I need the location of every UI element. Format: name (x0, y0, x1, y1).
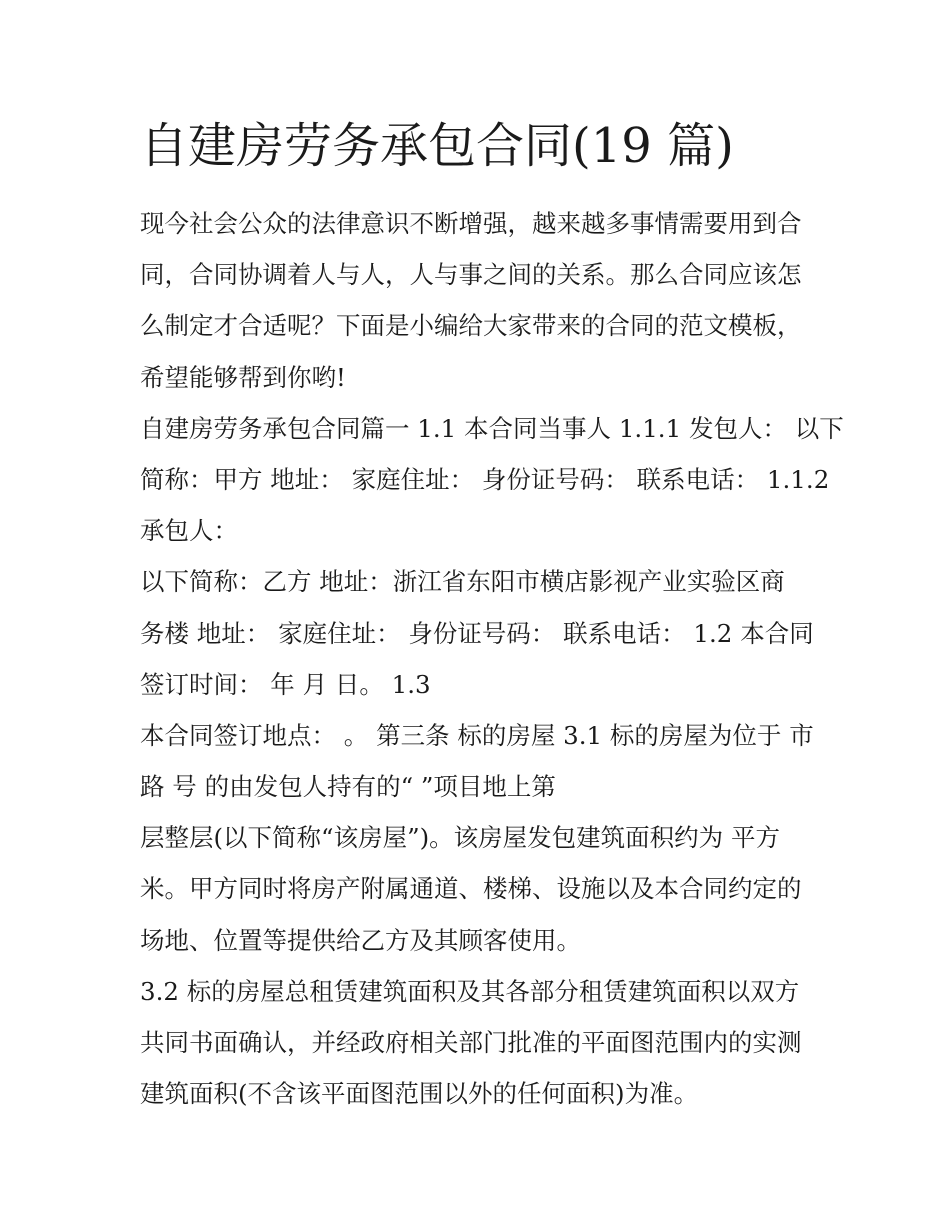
text-line: 本合同签订地点： 。 第三条 标的房屋 3.1 标的房屋为位于 市 (140, 720, 814, 750)
text-line: 建筑面积(不含该平面图范围以外的任何面积)为准。 (140, 1079, 699, 1109)
paragraph-intro (140, 198, 820, 403)
text-line: 承包人： (140, 516, 238, 546)
text-line: 希望能够帮到你哟! (140, 362, 346, 392)
text-line: 自建房劳务承包合同篇一 1.1 本合同当事人 1.1.1 发包人： 以下 (140, 413, 844, 443)
paragraph-area (140, 966, 820, 1120)
text-line: 简称：甲方 地址： 家庭住址： 身份证号码： 联系电话： 1.1.2 (140, 464, 830, 494)
text-line: 路 号 的由发包人持有的“ ”项目地上第 (140, 772, 556, 802)
document-title: 自建房劳务承包合同(19 篇) (140, 118, 734, 174)
text-line: 3.2 标的房屋总租赁建筑面积及其各部分租赁建筑面积以双方 (140, 976, 800, 1006)
text-line: 同，合同协调着人与人，人与事之间的关系。那么合同应该怎 (140, 260, 802, 290)
document-body (140, 198, 844, 1119)
paragraph-location (140, 710, 820, 812)
paragraph-contractor (140, 556, 820, 710)
text-line: 务楼 地址： 家庭住址： 身份证号码： 联系电话： 1.2 本合同 (140, 618, 814, 648)
text-line: 共同书面确认，并经政府相关部门批准的平面图范围内的实测 (140, 1028, 802, 1057)
text-line: 场地、位置等提供给乙方及其顾客使用。 (140, 925, 581, 955)
paragraph-parties (140, 403, 844, 557)
text-line: 米。甲方同时将房产附属通道、楼梯、设施以及本合同约定的 (140, 874, 802, 904)
text-line: 以下简称：乙方 地址：浙江省东阳市横店影视产业实验区商 (140, 567, 785, 597)
text-line: 签订时间： 年 月 日。 1.3 (140, 669, 431, 699)
text-line: 现今社会公众的法律意识不断增强，越来越多事情需要用到合 (140, 209, 802, 238)
paragraph-floor (140, 812, 820, 966)
text-line: 层整层(以下简称“该房屋”)。该房屋发包建筑面积约为 平方 (140, 823, 780, 853)
text-line: 么制定才合适呢？下面是小编给大家带来的合同的范文模板， (140, 311, 802, 341)
